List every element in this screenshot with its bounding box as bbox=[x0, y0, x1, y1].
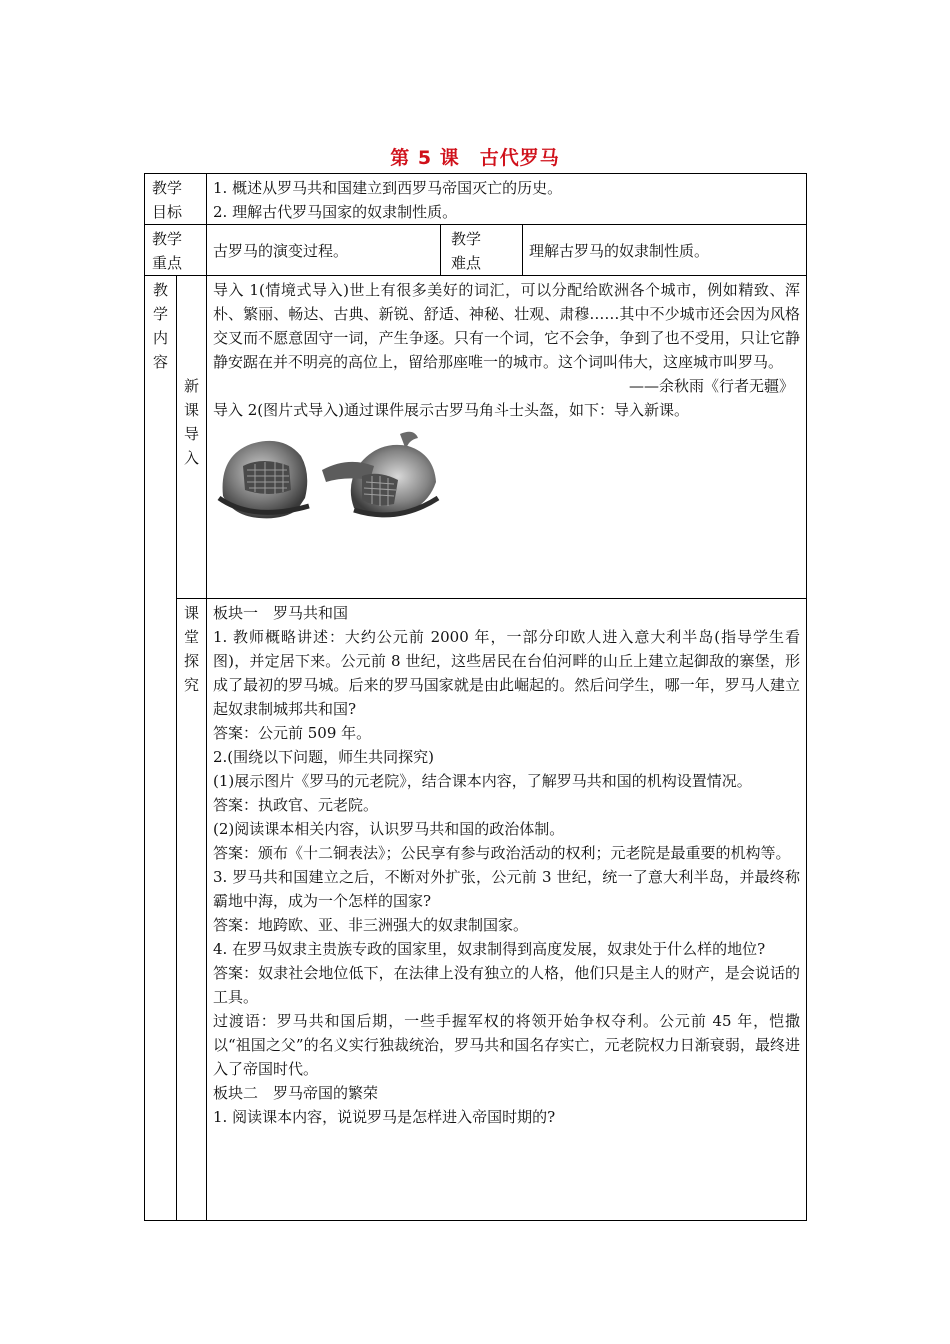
explore-line: 答案：地跨欧、亚、非三洲强大的奴隶制国家。 bbox=[213, 916, 529, 934]
explore-label bbox=[177, 599, 207, 1221]
gladiator-helmets-image bbox=[213, 426, 800, 536]
helmet-image-right bbox=[318, 426, 443, 526]
explore-line: 答案：颁布《十二铜表法》；公民享有参与政治活动的权利；元老院是最重要的机构等。 bbox=[213, 844, 791, 862]
explore-content bbox=[207, 599, 807, 1221]
explore-line: (2)阅读课本相关内容，认识罗马共和国的政治体制。 bbox=[213, 820, 565, 838]
key-points-label: 教学重点 bbox=[145, 225, 207, 276]
explore-line: 1. 阅读课本内容，说说罗马是怎样进入帝国时期的? bbox=[213, 1108, 556, 1126]
page-title: 第 5 课 古代罗马 bbox=[390, 147, 560, 169]
lesson-plan-table bbox=[144, 173, 807, 1221]
keypoints-row bbox=[145, 225, 807, 276]
objectives-row bbox=[145, 174, 807, 225]
explore-line: 过渡语：罗马共和国后期，一些手握军权的将领开始争权夺利。公元前 45 年，恺撒以“祖国之父”的名义实行独裁统治，罗马共和国名存实亡，元老院权力日渐衰弱，最终进入了帝国时代。 bbox=[213, 1012, 801, 1078]
objectives-label: 教学目标 bbox=[145, 174, 207, 225]
explore-line: 答案：奴隶社会地位低下，在法律上没有独立的人格，他们只是主人的财产，是会说话的工具。 bbox=[213, 964, 801, 1006]
objectives-content bbox=[207, 174, 807, 225]
objective-item: 2. 理解古代罗马国家的奴隶制性质。 bbox=[213, 203, 458, 221]
intro-label bbox=[177, 276, 207, 599]
explore-line: 2.(围绕以下问题，师生共同探究) bbox=[213, 748, 435, 766]
explore-line: 答案：执政官、元老院。 bbox=[213, 796, 379, 814]
objective-item: 1. 概述从罗马共和国建立到西罗马帝国灭亡的历史。 bbox=[213, 179, 563, 197]
difficulties-label: 教学难点 bbox=[441, 225, 523, 276]
explore-row bbox=[145, 599, 807, 1221]
explore-label-text: 课堂探究 bbox=[184, 604, 200, 694]
content-label bbox=[145, 276, 177, 1221]
explore-line: (1)展示图片《罗马的元老院》，结合课本内容，了解罗马共和国的机构设置情况。 bbox=[213, 772, 752, 790]
explore-line: 板块一 罗马共和国 bbox=[213, 604, 349, 622]
difficulties-content: 理解古罗马的奴隶制性质。 bbox=[523, 225, 807, 276]
intro-citation: ——余秋雨《行者无疆》 bbox=[629, 377, 795, 395]
content-label-text: 教学内容 bbox=[153, 281, 169, 371]
explore-line: 答案：公元前 509 年。 bbox=[213, 724, 372, 742]
key-points-content: 古罗马的演变过程。 bbox=[207, 225, 441, 276]
intro-paragraph: 导入 2(图片式导入)通过课件展示古罗马角斗士头盔，如下：导入新课。 bbox=[213, 401, 690, 419]
helmet-image-left bbox=[213, 426, 313, 524]
intro-label-text: 新课导入 bbox=[184, 377, 200, 467]
intro-content bbox=[207, 276, 807, 599]
intro-paragraph: 导入 1(情境式导入)世上有很多美好的词汇，可以分配给欧洲各个城市，例如精致、浑朴、繁丽、畅达、古典、新锐、舒适、神秘、壮观、肃穆……其中不少城市还会因为风格交叉而不愿意固守一词，产生争逐。只有一个词，它不会争，争到了也不受用，只让它静静安踞在并不明亮的高位上，留给那座唯一的城市。这个词叫伟大，这座城市叫罗马。 bbox=[213, 281, 801, 371]
explore-line: 1. 教师概略讲述：大约公元前 2000 年，一部分印欧人进入意大利半岛(指导学生看图)，并定居下来。公元前 8 世纪，这些居民在台伯河畔的山丘上建立起御敌的寨堡，形成了最初的罗马城。后来的罗马国家就是由此崛起的。然后问学生，哪一年，罗马人建立起奴隶制城邦共和国? bbox=[213, 628, 801, 718]
explore-line: 3. 罗马共和国建立之后，不断对外扩张，公元前 3 世纪，统一了意大利半岛，并最终称霸地中海，成为一个怎样的国家? bbox=[213, 868, 801, 910]
explore-line: 4. 在罗马奴隶主贵族专政的国家里，奴隶制得到高度发展，奴隶处于什么样的地位? bbox=[213, 940, 766, 958]
explore-line: 板块二 罗马帝国的繁荣 bbox=[213, 1084, 379, 1102]
intro-row bbox=[145, 276, 807, 599]
